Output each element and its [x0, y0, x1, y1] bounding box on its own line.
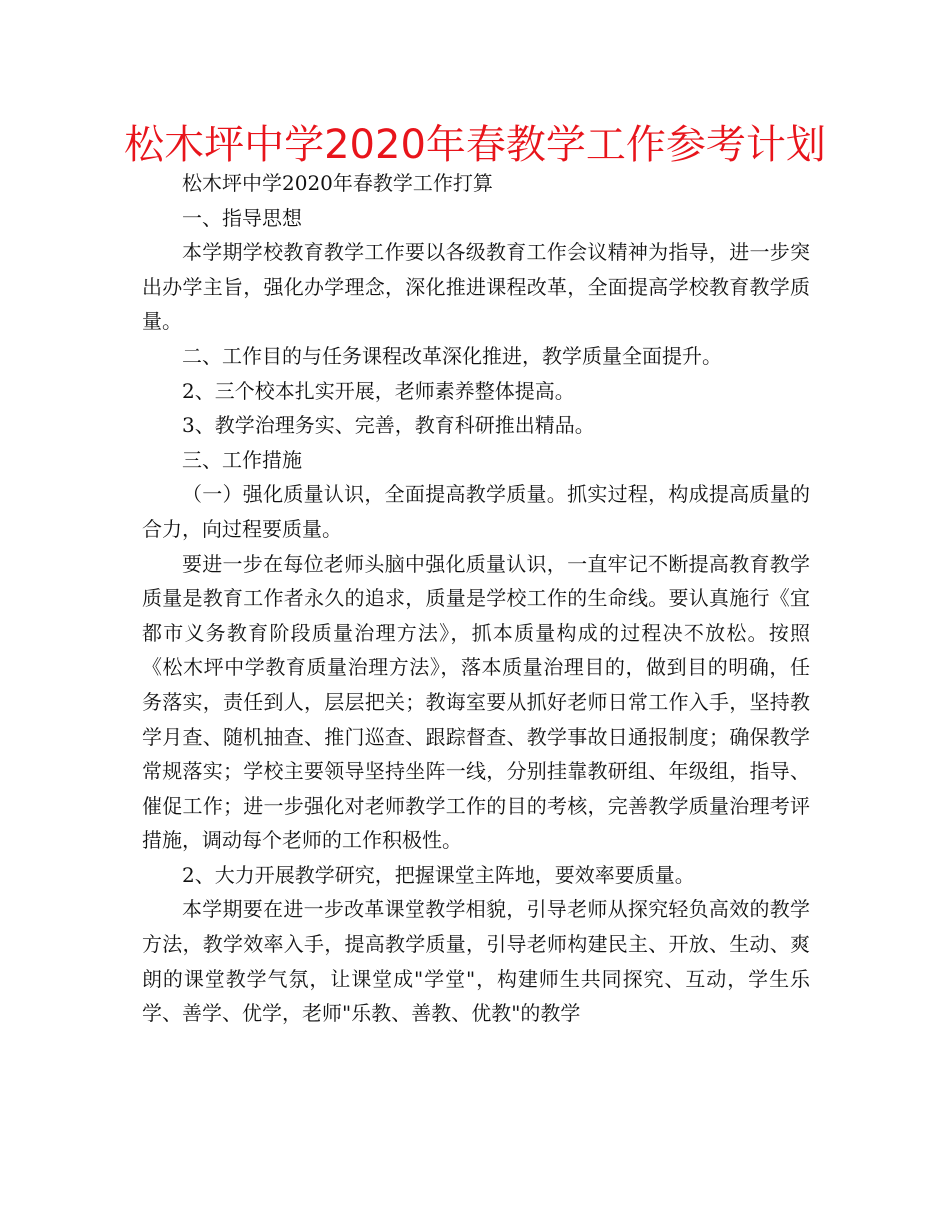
paragraph-goals: 二、工作目的与任务课程改革深化推进，教学质量全面提升。	[182, 343, 722, 368]
paragraph-heading-measures: 三、工作措施	[182, 447, 302, 472]
paragraph-classroom-reform: 本学期要在进一步改革课堂教学相貌，引导老师从探究轻负高效的教学方法，教学效率入手，提高教学质量，引导老师构建民主、开放、生动、爽朗的课堂教学气氛，让课堂成"学堂"，构建师生共同探究、互动，学生乐学、善学、优学，老师"乐教、善教、优教"的教学	[142, 897, 810, 1026]
paragraph-heading-guiding-idea: 一、指导思想	[182, 205, 302, 230]
paragraph-measure-1: （一）强化质量认识，全面提高教学质量。抓实过程，构成提高质量的合力，向过程要质量。	[142, 482, 810, 541]
paragraph-subtitle: 松木坪中学2020年春教学工作打算	[182, 171, 493, 195]
paragraph-quality-awareness: 要进一步在每位老师头脑中强化质量认识，一直牢记不断提高教育教学质量是教育工作者永久的追求，质量是学校工作的生命线。要认真施行《宜都市义务教育阶段质量治理方法》，抓本质量构成的过程决不放松。按照《松木坪中学教育质量治理方法》，落本质量治理目的，做到目的明确，任务落实，责任到人，层层把关；教诲室要从抓好老师日常工作入手，坚持教学月查、随机抽查、推门巡查、跟踪督查、教学事故日通报制度；确保教学常规落实；学校主要领导坚持坐阵一线，分别挂靠教研组、年级组，指导、催促工作；进一步强化对老师教学工作的目的考核，完善教学质量治理考评措施，调动每个老师的工作积极性。	[142, 551, 810, 853]
paragraph-goal-2: 2、三个校本扎实开展，老师素养整体提高。	[182, 378, 575, 403]
paragraph-goal-3: 3、教学治理务实、完善，教育科研推出精品。	[182, 413, 595, 438]
document-title: 松木坪中学2020年春教学工作参考计划	[124, 122, 826, 168]
paragraph-guiding-idea: 本学期学校教育教学工作要以各级教育工作会议精神为指导，进一步突出办学主旨，强化办学理念，深化推进课程改革，全面提高学校教育教学质量。	[142, 240, 810, 334]
document-body	[142, 166, 810, 1031]
paragraph-measure-2: 2、大力开展教学研究，把握课堂主阵地，要效率要质量。	[182, 862, 695, 887]
